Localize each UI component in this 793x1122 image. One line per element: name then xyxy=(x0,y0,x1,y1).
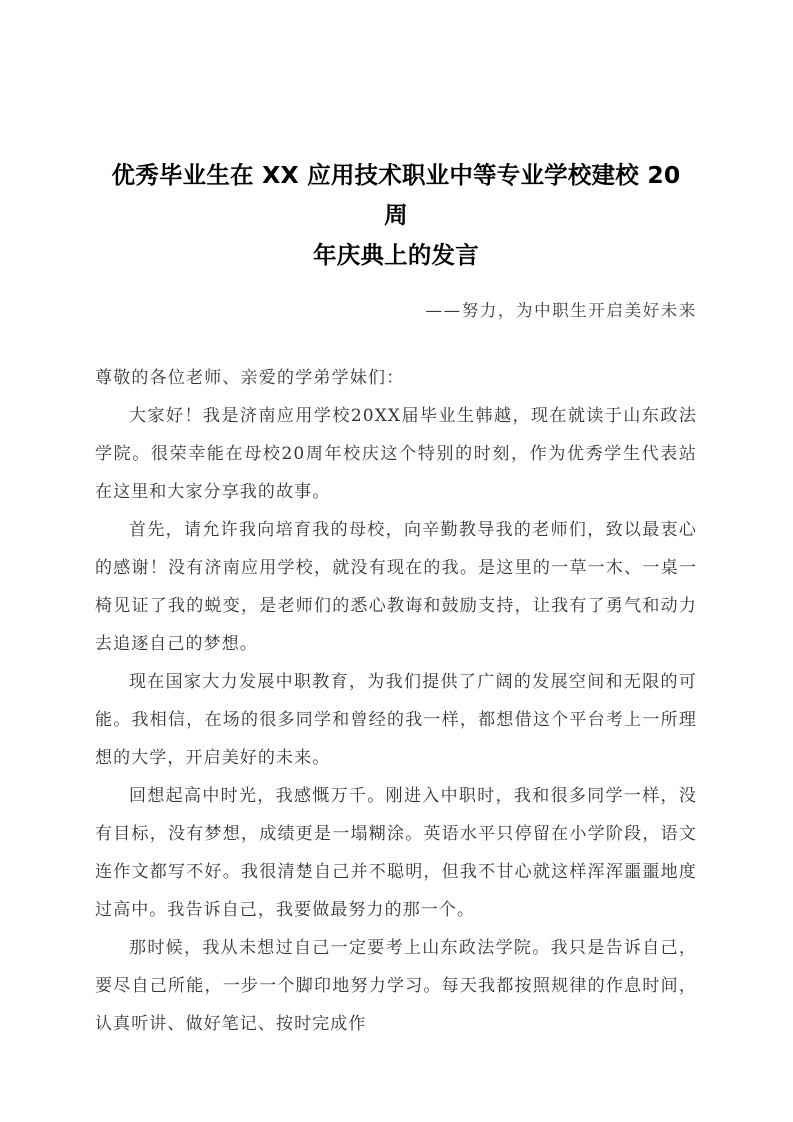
page-title-line-1: 优秀毕业生在 XX 应用技术职业中等专业学校建校 20 周 xyxy=(111,161,681,229)
page-title xyxy=(95,155,697,275)
document-body xyxy=(95,359,697,1043)
body-paragraph-1: 大家好！我是济南应用学校20XX届毕业生韩越，现在就读于山东政法学院。很荣幸能在母校20周年校庆这个特别的时刻，作为优秀学生代表站在这里和大家分享我的故事。 xyxy=(95,406,697,502)
body-paragraph-5: 那时候，我从未想过自己一定要考上山东政法学院。我只是告诉自己，要尽自己所能，一步一个脚印地努力学习。每天我都按照规律的作息时间，认真听讲、做好笔记、按时完成作 xyxy=(95,938,697,1034)
body-paragraph-4: 回想起高中时光，我感慨万千。刚进入中职时，我和很多同学一样，没有目标，没有梦想，成绩更是一塌糊涂。英语水平只停留在小学阶段，语文连作文都写不好。我很清楚自己并不聪明，但我不甘心就这样浑浑噩噩地度过高中。我告诉自己，我要做最努力的那一个。 xyxy=(95,786,697,920)
body-paragraph-3: 现在国家大力发展中职教育，为我们提供了广阔的发展空间和无限的可能。我相信，在场的很多同学和曾经的我一样，都想借这个平台考上一所理想的大学，开启美好的未来。 xyxy=(95,672,697,768)
page-title-line-2: 年庆典上的发言 xyxy=(313,241,479,269)
body-paragraph-2: 首先，请允许我向培育我的母校，向辛勤教导我的老师们，致以最衷心的感谢！没有济南应用学校，就没有现在的我。是这里的一草一木、一桌一椅见证了我的蜕变，是老师们的悉心教诲和鼓励支持，让我有了勇气和动力去追逐自己的梦想。 xyxy=(95,520,697,654)
document-subtitle: ——努力，为中职生开启美好未来 xyxy=(425,301,697,320)
salutation: 尊敬的各位老师、亲爱的学弟学妹们： xyxy=(95,368,405,388)
